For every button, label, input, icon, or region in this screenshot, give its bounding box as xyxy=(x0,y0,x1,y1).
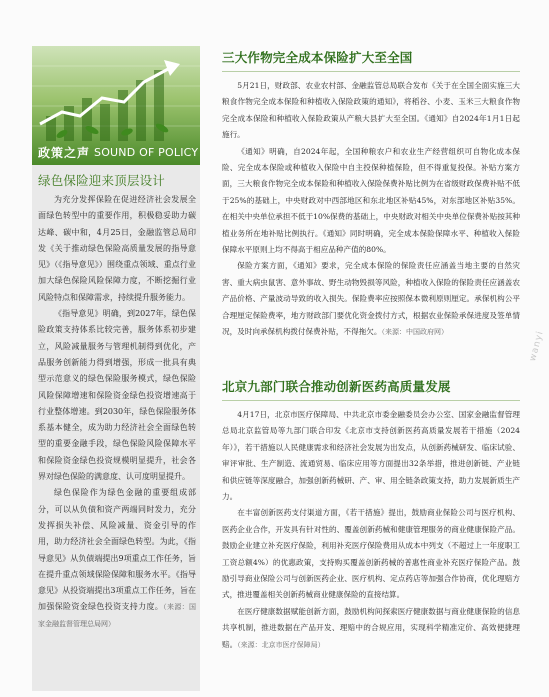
paragraph-text: 绿色保险作为绿色金融的重要组成部分，可以从负债和资产两端同时发力，充分发挥损失补偿、风险减量、资金引导的作用，助力经济社会全面绿色转型。为此，《指导意见》从负债端提出9项重点工作任务，旨在提升重点领域保险保障和服务水平。《指导意见》从投资端提出3项重点工作任务，旨在加强保险资金绿色投资支持力度。 xyxy=(38,488,196,612)
source-note: （来源：国家金融监督管理总局网） xyxy=(38,603,197,628)
paragraph xyxy=(38,485,196,632)
paragraph: 《通知》明确，自2024年起，全国种粮农户和农业生产经营组织可自物化成本保险、完全成本保险或种植收入保险中自主投保种植保险，但不得重复投保。补贴方案方面，三大粮食作物完全成本保险和种植收入保险保费补贴比例为在省级财政保费补贴不低于25%的基础上，中央财政对中西部地区和东北地区补贴45%，对东部地区补贴35%。在相关中央单位承担不低于10%保费的基础上，中央财政对相关中央单位保费补贴按其种植业务所在地补贴比例执行。《通知》同时明确，完全成本保险保障水平、种植收入保险保障水平原则上均不得高于相应品种产值的80%。 xyxy=(222,146,520,255)
paragraph: 在丰富创新医药支付渠道方面，《若干措施》提出，鼓励商业保险公司与医疗机构、医药企业合作，开发具有针对性的、覆盖创新药械和健康管理服务的商业健康保险产品。鼓励企业建立补充医疗保险，利用补充医疗保险费用从成本中列支（不超过上一年度职工工资总额4%）的优惠政策，支持购买覆盖创新药械的普惠性商业补充医疗保险产品。鼓励引导商业保险公司与创新医药企业、医疗机构、定点药店等加强合作协商，优化理赔方式，推进覆盖相关创新药械商业健康保险的直接结算。 xyxy=(222,508,520,600)
article-crop-insurance xyxy=(222,48,520,341)
growth-chart-illustration xyxy=(32,46,200,141)
article-beijing-medicine xyxy=(222,377,520,653)
article-title: 三大作物完全成本保险扩大至全国 xyxy=(222,48,520,72)
banner-title-cn: 政策之声 xyxy=(38,145,91,160)
source-note: （来源：中国政府网） xyxy=(381,328,448,337)
paragraph xyxy=(222,604,520,653)
article-title: 北京九部门联合推动创新医药高质量发展 xyxy=(222,377,520,401)
article-body xyxy=(222,78,520,341)
paragraph-text: 保险方案方面，《通知》要求，完全成本保险的保险责任应涵盖当地主要的自然灾害、重大病虫鼠害、意外事故、野生动物毁损等风险，种植收入保险的保险责任应涵盖农产品价格、产量波动导致的收入损失。保险费率应按照保本微利原则厘定。承保机构公平合理厘定保险费率，地方财政部门要优化资金拨付方式，根据农业保险承保进度及签单情况，及时向承保机构拨付保费补贴，不得拖欠。 xyxy=(222,261,520,337)
source-note: （来源：北京市医疗保障局） xyxy=(237,640,325,649)
paragraph: 为充分发挥保险在促进经济社会发展全面绿色转型中的重要作用，积极稳妥助力碳达峰、碳中和，4月25日，金融监管总局印发《关于推动绿色保险高质量发展的指导意见》（《指导意见》）围绕重点领域、重点行业加大绿色保险风险保障力度，不断挖掘行业风险特点和保障需求，持续提升服务能力。 xyxy=(38,195,196,302)
paragraph-text: 在医疗健康数据赋能创新方面，鼓励机构间探索医疗健康数据与商业健康保险的信息共享机制，推进数据在产品开发、理赔中的合规应用，实现科学精准定价、高效便捷理赔。 xyxy=(222,606,520,649)
paragraph xyxy=(222,258,520,340)
left-column xyxy=(32,46,200,691)
left-article-title: 绿色保险迎来顶层设计 xyxy=(38,173,166,188)
watermark: wanyi xyxy=(528,329,546,363)
article-body xyxy=(222,407,520,653)
left-article-body xyxy=(38,192,196,632)
paragraph: 5月21日，财政部、农业农村部、金融监管总局联合发布《关于在全国全面实施三大粮食作物完全成本保险和种植收入保险政策的通知》，将稻谷、小麦、玉米三大粮食作物完全成本保险和种植收入保险政策从产粮大县扩大至全国。《通知》自2024年1月1日起施行。 xyxy=(222,81,520,140)
banner-caption xyxy=(32,139,200,165)
paragraph: 4月17日，北京市医疗保障局、中共北京市委金融委员会办公室、国家金融监督管理总局北京监管局等九部门联合印发《北京市支持创新医药高质量发展若干措施（2024年）》，若干措施以人民健康需求和经济社会发展为出发点，从创新药械研发、临床试验、审评审批、生产制造、流通贸易、临床应用等方面提出32条举措，推进创新链、产业链和供应链等深度融合，加强创新药械研、产、审、用全链条政策支持，助力发展新质生产力。 xyxy=(222,410,520,502)
paragraph: 《指导意见》明确，到2027年，绿色保险政策支持体系比较完善，服务体系初步建立，风险减量服务与管理机制得到优化，产品服务创新能力得到增强，形成一批具有典型示范意义的绿色保险服务模式，绿色保险风险保障增速和保险资金绿色投资增速高于行业整体增速。到2030年，绿色保险服务体系基本健全，成为助力经济社会全面绿色转型的重要金融手段，绿色保险风险保障水平和保险资金绿色投资规模明显提升，社会各界对绿色保险的满意度、认可度明显提升。 xyxy=(38,309,196,482)
policy-banner xyxy=(32,46,200,165)
banner-title-en: SOUND OF POLICY xyxy=(94,145,199,159)
